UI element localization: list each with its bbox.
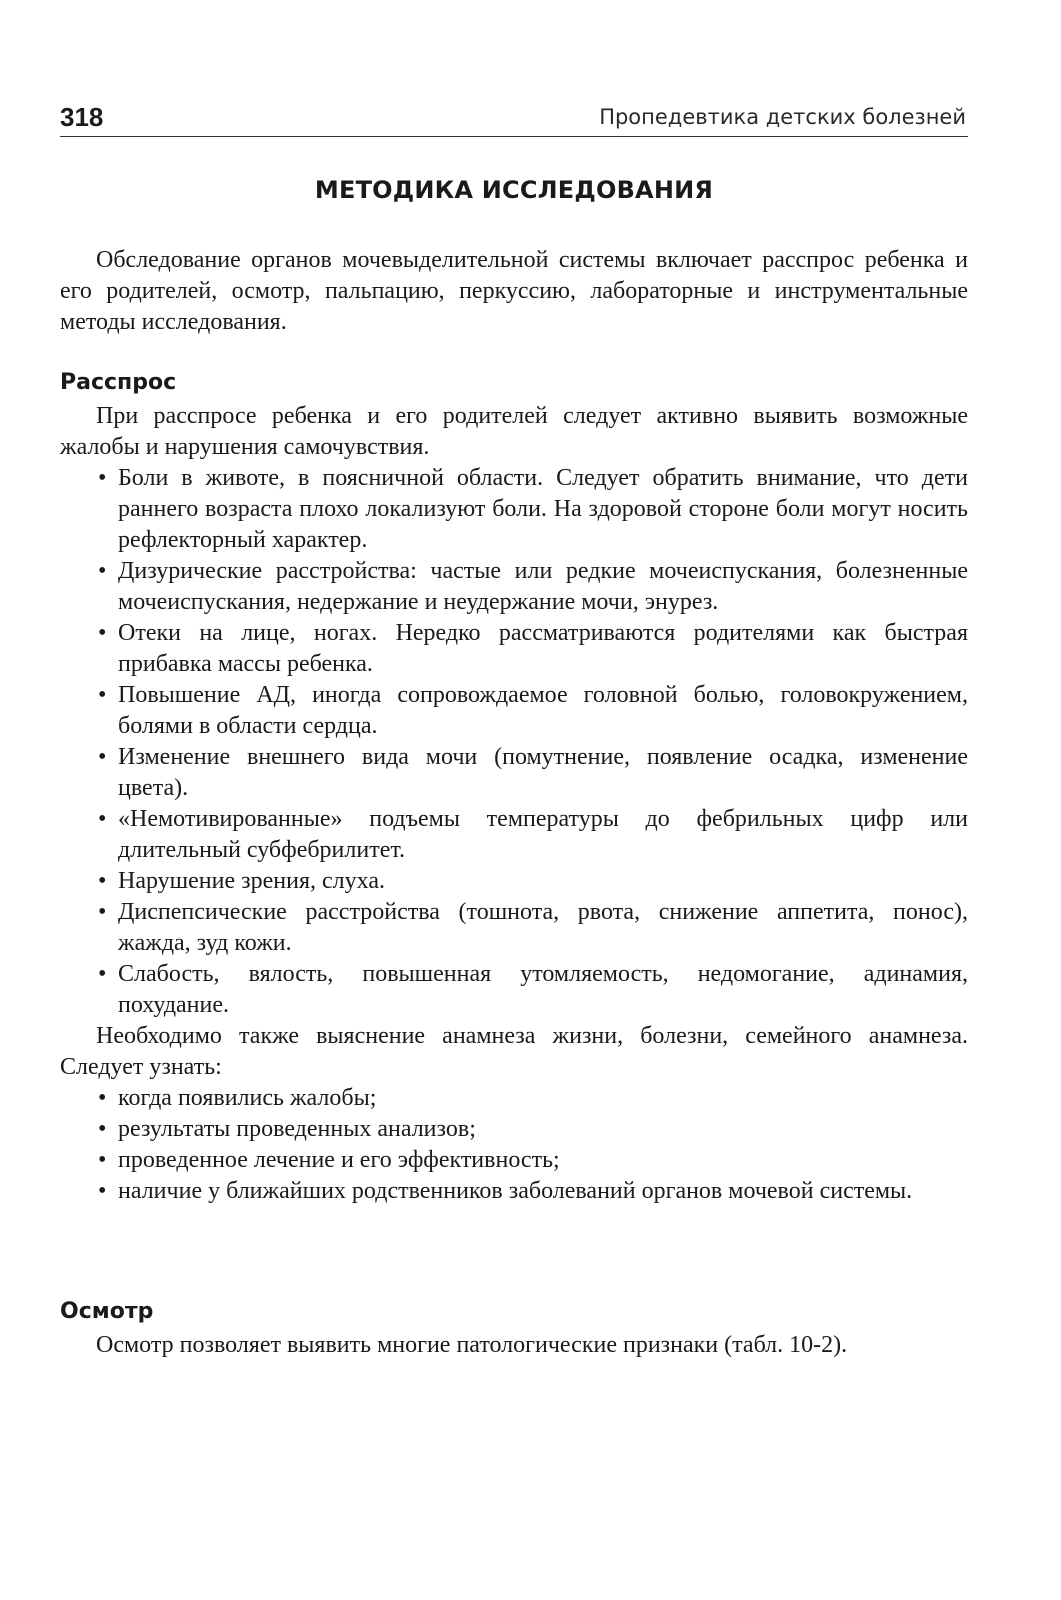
chapter-intro-paragraph: Обследование органов мочевыделительной системы включает расспрос ребенка и его родителей, осмотр, пальпацию, перкуссию, лабораторные и инструментальные методы исследования. <box>60 247 968 335</box>
bullet-mark: • <box>98 558 107 584</box>
chapter-title: МЕТОДИКА ИССЛЕДОВАНИЯ <box>314 176 714 204</box>
list-item <box>60 1145 968 1176</box>
list-item <box>60 463 968 556</box>
list-item <box>60 742 968 804</box>
bullet-mark: • <box>98 1147 107 1173</box>
list-item-text: наличие у ближайших родственников заболеваний органов мочевой системы. <box>118 1178 913 1204</box>
osmotr-paragraph: Осмотр позволяет выявить многие патологические признаки (табл. 10-2). <box>96 1332 848 1358</box>
list-item-text: Отеки на лице, ногах. Нередко рассматриваются родителями как быстрая прибавка массы ребенка. <box>118 620 968 677</box>
bullet-mark: • <box>98 1085 107 1111</box>
list-item <box>60 866 968 897</box>
list-item-text: Изменение внешнего вида мочи (помутнение, появление осадка, изменение цвета). <box>118 744 968 801</box>
list-item <box>60 618 968 680</box>
bullet-mark: • <box>98 744 107 770</box>
chapter-intro-block <box>60 245 968 338</box>
list-item-text: Диспепсические расстройства (тошнота, рвота, снижение аппетита, понос), жажда, зуд кожи. <box>118 899 968 956</box>
list-item-text: Нарушение зрения, слуха. <box>118 868 385 894</box>
running-head <box>60 100 968 137</box>
list-item <box>60 959 968 1021</box>
list-item <box>60 804 968 866</box>
bullet-mark: • <box>98 868 107 894</box>
bullet-mark: • <box>98 620 107 646</box>
anamnesis-list <box>60 1083 968 1207</box>
bullet-mark: • <box>98 899 107 925</box>
anamnesis-paragraph: Необходимо также выяснение анамнеза жизни, болезни, семейного анамнеза. Следует узнать: <box>60 1023 968 1080</box>
rassprос-intro-paragraph: При расспросе ребенка и его родителей следует активно выявить возможные жалобы и нарушения самочувствия. <box>60 403 968 460</box>
list-item <box>60 556 968 618</box>
bullet-mark: • <box>98 682 107 708</box>
section-heading-osmotr: Осмотр <box>60 1299 154 1324</box>
bullet-mark: • <box>98 1178 107 1204</box>
list-item <box>60 680 968 742</box>
list-item-text: Повышение АД, иногда сопровождаемое головной болью, головокружением, болями в области сердца. <box>118 682 968 739</box>
list-item-text: результаты проведенных анализов; <box>118 1116 476 1142</box>
section-rassprос <box>60 367 968 1207</box>
list-item-text: когда появились жалобы; <box>118 1085 377 1111</box>
list-item-text: Дизурические расстройства: частые или редкие мочеиспускания, болезненные мочеиспускания, недержание и неудержание мочи, энурез. <box>118 558 968 615</box>
list-item <box>60 897 968 959</box>
bullet-mark: • <box>98 806 107 832</box>
list-item <box>60 1083 968 1114</box>
page-number: 318 <box>60 102 104 132</box>
section-osmotr <box>60 1296 968 1361</box>
running-title: Пропедевтика детских болезней <box>599 105 966 129</box>
list-item-text: проведенное лечение и его эффективность; <box>118 1147 560 1173</box>
list-item <box>60 1176 968 1207</box>
list-item-text: Слабость, вялость, повышенная утомляемость, недомогание, адинамия, похудание. <box>118 961 968 1018</box>
list-item-text: Боли в животе, в поясничной области. Следует обратить внимание, что дети раннего возраста плохо локализуют боли. На здоровой стороне боли могут носить рефлекторный характер. <box>118 465 968 553</box>
section-heading-rassprос: Расспрос <box>60 370 177 395</box>
bullet-mark: • <box>98 961 107 987</box>
complaints-list <box>60 463 968 1021</box>
bullet-mark: • <box>98 465 107 491</box>
list-item <box>60 1114 968 1145</box>
list-item-text: «Немотивированные» подъемы температуры до фебрильных цифр или длительный субфебрилитет. <box>118 806 968 863</box>
bullet-mark: • <box>98 1116 107 1142</box>
